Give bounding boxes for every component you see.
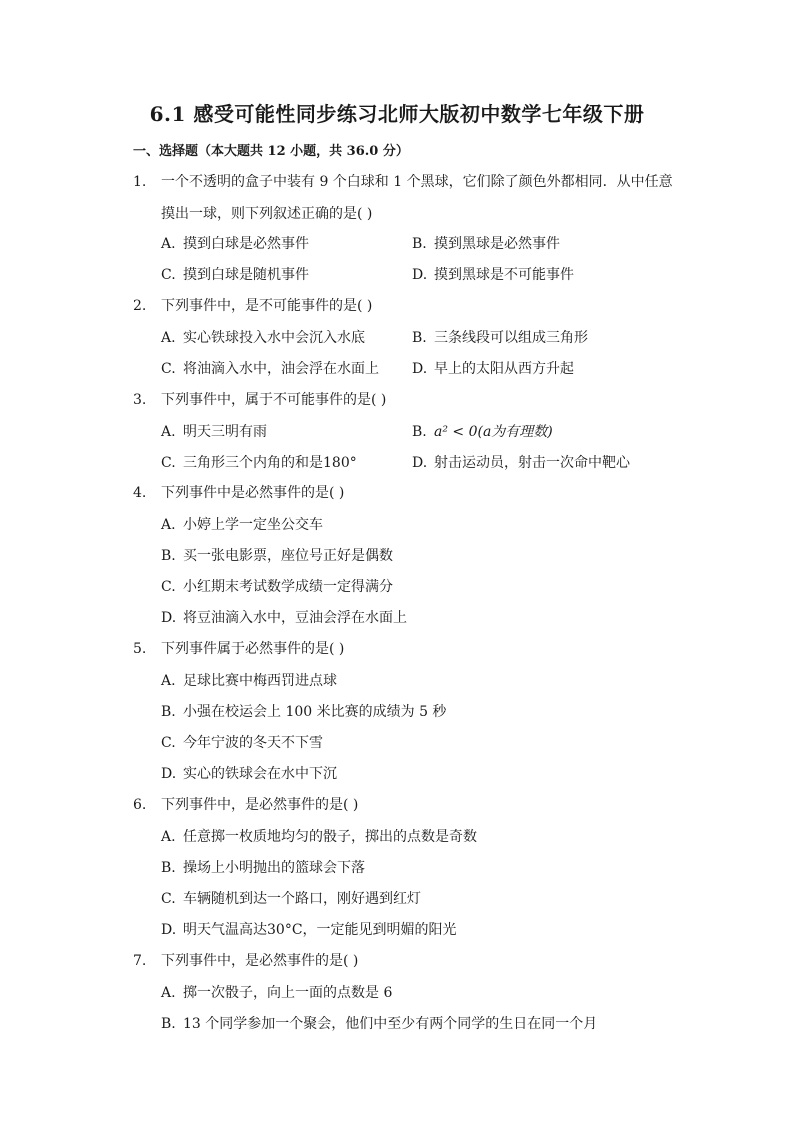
question-number: 2. <box>133 298 147 314</box>
question-stem-continued: 摸出一球，则下列叙述正确的是( ) <box>161 206 373 222</box>
question-number: 4. <box>133 485 147 501</box>
question-stem: 下列事件属于必然事件的是( ) <box>161 641 345 657</box>
option-c: C. 小红期末考试数学成绩一定得满分 <box>161 579 393 595</box>
option-d: D. 明天气温高达30°C，一定能见到明媚的阳光 <box>161 922 457 938</box>
question-5 <box>133 639 345 659</box>
option-a: A. 小婷上学一定坐公交车 <box>161 517 323 533</box>
question-number: 6. <box>133 797 147 813</box>
question-4 <box>133 483 345 503</box>
question-number: 5. <box>133 641 147 657</box>
option-b: B. 13 个同学参加一个聚会，他们中至少有两个同学的生日在同一个月 <box>161 1016 598 1032</box>
option-b: B. 操场上小明抛出的篮球会下落 <box>161 860 365 876</box>
question-stem: 一个不透明的盒子中装有 9 个白球和 1 个黑球，它们除了颜色外都相同．从中任意 <box>161 174 673 190</box>
question-number: 7. <box>133 953 147 969</box>
option-c: C. 车辆随机到达一个路口，刚好遇到红灯 <box>161 891 421 907</box>
option-a: A. 实心铁球投入水中会沉入水底 <box>161 330 365 346</box>
question-2 <box>133 296 373 316</box>
question-number: 3. <box>133 392 147 408</box>
question-3 <box>133 390 387 410</box>
option-b: B. 摸到黑球是必然事件 <box>412 236 560 252</box>
section-heading: 一、选择题（本大题共 12 小题，共 36.0 分） <box>133 144 409 159</box>
question-number: 1. <box>133 174 147 190</box>
question-stem: 下列事件中，是必然事件的是( ) <box>161 797 359 813</box>
option-b: B. 三条线段可以组成三角形 <box>412 330 588 346</box>
option-b: B. 小强在校运会上 100 米比赛的成绩为 5 秒 <box>161 704 447 720</box>
option-d: D. 实心的铁球会在水中下沉 <box>161 766 337 782</box>
option-b: B. 买一张电影票，座位号正好是偶数 <box>161 548 393 564</box>
option-c: C. 摸到白球是随机事件 <box>161 267 309 283</box>
option-a: A. 足球比赛中梅西罚进点球 <box>161 673 337 689</box>
question-6 <box>133 795 359 815</box>
question-stem: 下列事件中，属于不可能事件的是( ) <box>161 392 387 408</box>
question-stem: 下列事件中，是必然事件的是( ) <box>161 953 359 969</box>
option-c: C. 三角形三个内角的和是180° <box>161 455 357 471</box>
option-a: A. 明天三明有雨 <box>161 424 267 440</box>
page-title: 6.1 感受可能性同步练习北师大版初中数学七年级下册 <box>149 102 645 126</box>
question-stem: 下列事件中，是不可能事件的是( ) <box>161 298 373 314</box>
option-d: D. 射击运动员，射击一次命中靶心 <box>412 455 630 471</box>
option-a: A. 摸到白球是必然事件 <box>161 236 309 252</box>
option-d: D. 将豆油滴入水中，豆油会浮在水面上 <box>161 610 407 626</box>
option-d: D. 早上的太阳从西方升起 <box>412 361 574 377</box>
option-a: A. 任意掷一枚质地均匀的骰子，掷出的点数是奇数 <box>161 829 477 845</box>
question-7 <box>133 951 359 971</box>
option-c: C. 将油滴入水中，油会浮在水面上 <box>161 361 379 377</box>
option-b: B. a² < 0(a为有理数) <box>412 424 553 440</box>
question-stem: 下列事件中是必然事件的是( ) <box>161 485 345 501</box>
question-1 <box>133 172 673 192</box>
option-a: A. 掷一次骰子，向上一面的点数是 6 <box>161 985 393 1001</box>
option-c: C. 今年宁波的冬天不下雪 <box>161 735 323 751</box>
option-d: D. 摸到黑球是不可能事件 <box>412 267 574 283</box>
